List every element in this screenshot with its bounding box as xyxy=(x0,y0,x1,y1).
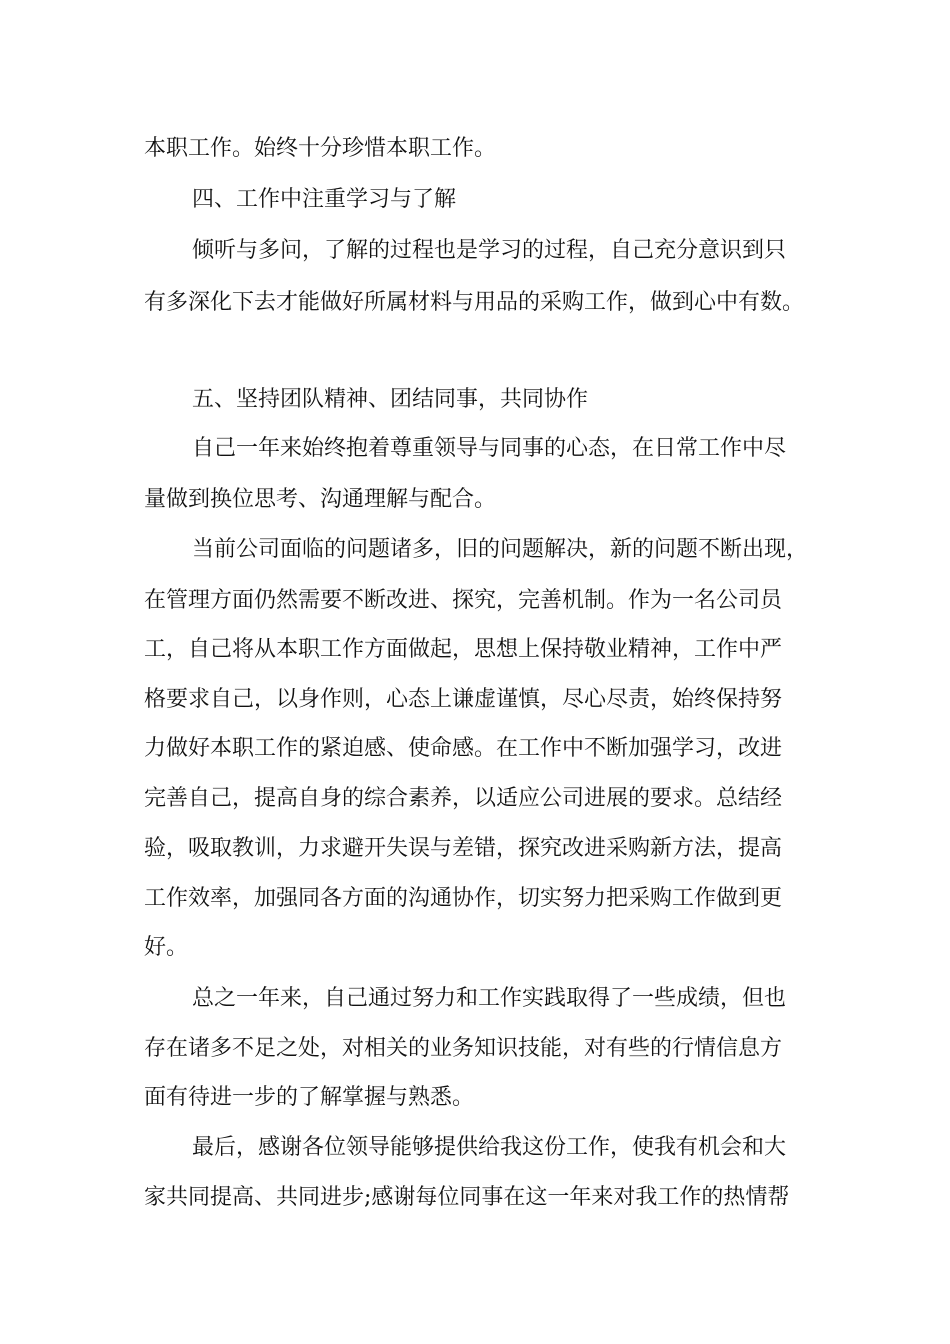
text-line: 倾听与多问，了解的过程也是学习的过程，自己充分意识到只 xyxy=(192,238,787,263)
text-line: 工，自己将从本职工作方面做起，思想上保持敬业精神，工作中严 xyxy=(144,637,783,662)
text-line: 格要求自己，以身作则，心态上谦虚谨慎，尽心尽责，始终保持努 xyxy=(144,687,783,712)
text-line: 在管理方面仍然需要不断改进、探究，完善机制。作为一名公司员 xyxy=(144,588,783,613)
text-line: 工作效率，加强同各方面的沟通协作，切实努力把采购工作做到更 xyxy=(144,886,783,911)
text-line: 面有待进一步的了解掌握与熟悉。 xyxy=(144,1085,475,1110)
text-line: 本职工作。始终十分珍惜本职工作。 xyxy=(144,136,497,161)
text-line: 总之一年来，自己通过努力和工作实践取得了一些成绩，但也 xyxy=(192,986,787,1011)
text-line: 家共同提高、共同进步;感谢每位同事在这一年来对我工作的热情帮 xyxy=(144,1185,790,1210)
text-line: 有多深化下去才能做好所属材料与用品的采购工作，做到心中有数。 xyxy=(144,290,805,315)
text-line: 存在诸多不足之处，对相关的业务知识技能，对有些的行情信息方 xyxy=(144,1036,783,1061)
text-line: 好。 xyxy=(144,935,189,960)
text-line: 自己一年来始终抱着尊重领导与同事的心态，在日常工作中尽 xyxy=(192,436,787,461)
section-heading: 四、工作中注重学习与了解 xyxy=(192,187,457,212)
text-line: 力做好本职工作的紧迫感、使命感。在工作中不断加强学习，改进 xyxy=(144,736,783,761)
text-line: 最后，感谢各位领导能够提供给我这份工作，使我有机会和大 xyxy=(192,1135,787,1160)
text-line: 验，吸取教训，力求避开失误与差错，探究改进采购新方法，提高 xyxy=(144,836,783,861)
text-line: 完善自己，提高自身的综合素养，以适应公司进展的要求。总结经 xyxy=(144,786,783,811)
section-heading: 五、坚持团队精神、团结同事，共同协作 xyxy=(192,387,589,412)
text-line: 量做到换位思考、沟通理解与配合。 xyxy=(144,487,497,512)
text-line: 当前公司面临的问题诸多，旧的问题解决，新的问题不断出现， xyxy=(192,537,809,562)
